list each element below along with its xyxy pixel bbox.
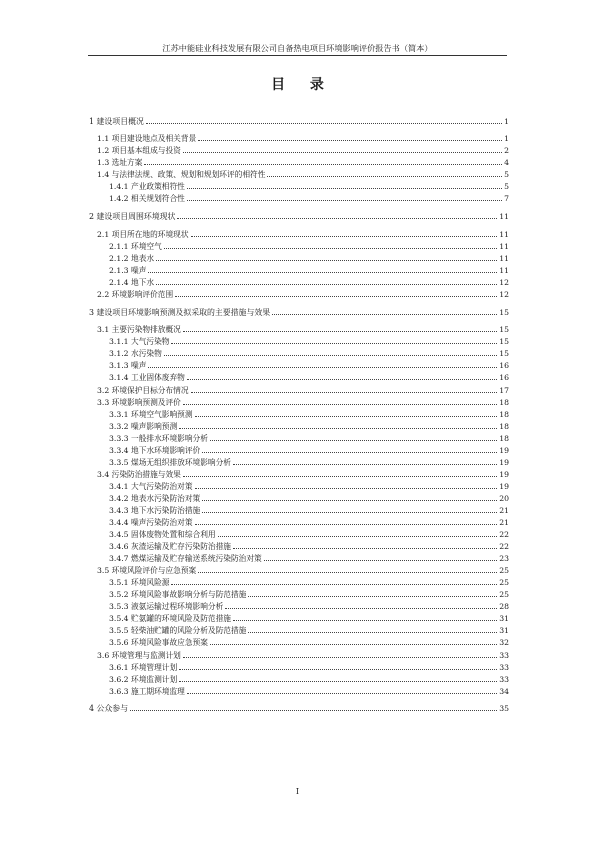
dot-leader — [171, 576, 497, 585]
toc-entry-level-3[interactable] — [89, 444, 509, 456]
toc-entry-page: 15 — [499, 325, 509, 335]
toc-entry-page: 19 — [499, 469, 509, 479]
toc-entry-label: 3.3.4 地下水环境影响评价 — [109, 445, 201, 455]
toc-entry-label: 3.5.3 液氨运输过程环境影响分析 — [109, 602, 224, 612]
toc-entry-page: 25 — [499, 566, 509, 576]
dot-leader — [187, 371, 497, 380]
toc-entry-level-2[interactable] — [89, 168, 509, 180]
toc-entry-level-2[interactable] — [89, 144, 509, 156]
toc-entry-page: 31 — [499, 626, 509, 636]
toc-entry-level-3[interactable] — [89, 661, 509, 673]
toc-entry-page: 31 — [499, 614, 509, 624]
dot-leader — [156, 276, 497, 285]
dot-leader — [187, 685, 497, 694]
toc-entry-level-3[interactable] — [89, 685, 509, 697]
dot-leader — [187, 192, 502, 201]
toc-entry-page: 16 — [499, 373, 509, 383]
toc-entry-level-3[interactable] — [89, 516, 509, 528]
toc-entry-label: 1.4.2 相关规划符合性 — [109, 194, 185, 204]
toc-entry-page: 16 — [499, 361, 509, 371]
toc-entry-level-3[interactable] — [89, 192, 509, 204]
toc-entry-label: 2.1 项目所在地的环境现状 — [97, 229, 189, 239]
toc-entry-label: 3.5 环境风险评价与应急预案 — [97, 566, 197, 576]
toc-entry-label: 3.5.1 环境风险源 — [109, 578, 170, 588]
toc-entry-label: 2.1.4 地下水 — [109, 277, 155, 287]
dot-leader — [183, 649, 497, 658]
dot-leader — [171, 335, 497, 344]
dot-leader — [177, 210, 497, 219]
toc-entry-page: 25 — [499, 578, 509, 588]
dot-leader — [248, 624, 497, 633]
toc-entry-page: 2 — [504, 146, 509, 156]
toc-entry-label: 3.6.2 环境监测计划 — [109, 674, 178, 684]
table-of-contents — [89, 109, 509, 720]
dot-leader — [233, 456, 497, 465]
toc-entry-label: 1.3 选址方案 — [97, 158, 143, 168]
toc-entry-page: 11 — [499, 265, 509, 275]
toc-entry-page: 11 — [499, 241, 509, 251]
toc-entry-label: 4 公众参与 — [89, 704, 129, 714]
toc-entry-level-1[interactable] — [89, 702, 509, 714]
toc-entry-label: 3.6 环境管理与监测计划 — [97, 650, 181, 660]
toc-entry-page: 18 — [499, 397, 509, 407]
toc-entry-page: 15 — [499, 307, 509, 317]
dot-leader — [233, 540, 497, 549]
dot-leader — [148, 359, 497, 368]
toc-entry-level-3[interactable] — [89, 528, 509, 540]
toc-entry-level-3[interactable] — [89, 180, 509, 192]
toc-entry-page: 11 — [499, 212, 509, 222]
toc-entry-label: 3.4.1 大气污染防治对策 — [109, 481, 193, 491]
toc-entry-level-3[interactable] — [89, 252, 509, 264]
toc-entry-label: 3.5.6 环境风险事故应急预案 — [109, 638, 208, 648]
toc-entry-label: 3.5.5 轻柴油贮罐的风险分析及防范措施 — [109, 626, 247, 636]
dot-leader — [164, 347, 497, 356]
toc-entry-level-3[interactable] — [89, 673, 509, 685]
toc-entry-page: 21 — [499, 518, 509, 528]
dot-leader — [195, 480, 498, 489]
toc-entry-page: 22 — [499, 542, 509, 552]
toc-entry-page: 19 — [499, 457, 509, 467]
toc-entry-page: 1 — [504, 134, 509, 144]
toc-entry-label: 3.4.3 地下水污染防治措施 — [109, 505, 201, 515]
dot-leader — [191, 384, 498, 393]
toc-entry-level-3[interactable] — [89, 420, 509, 432]
toc-entry-level-2[interactable] — [89, 323, 509, 335]
toc-entry-page: 11 — [499, 253, 509, 263]
toc-entry-level-3[interactable] — [89, 600, 509, 612]
toc-entry-page: 28 — [499, 602, 509, 612]
dot-leader — [164, 240, 497, 249]
toc-entry-level-1[interactable] — [89, 306, 509, 318]
dot-leader — [179, 661, 497, 670]
toc-entry-page: 11 — [499, 229, 509, 239]
toc-entry-page: 15 — [499, 349, 509, 359]
toc-entry-level-3[interactable] — [89, 540, 509, 552]
toc-entry-level-2[interactable] — [89, 468, 509, 480]
toc-entry-level-3[interactable] — [89, 624, 509, 636]
page-number: I — [295, 787, 300, 796]
toc-entry-label: 3.4.5 固体废物处置和综合利用 — [109, 530, 216, 540]
toc-entry-level-3[interactable] — [89, 359, 509, 371]
toc-entry-level-3[interactable] — [89, 612, 509, 624]
dot-leader — [175, 288, 497, 297]
toc-entry-level-2[interactable] — [89, 396, 509, 408]
toc-entry-page: 33 — [499, 662, 509, 672]
dot-leader — [130, 702, 497, 711]
toc-entry-page: 20 — [499, 493, 509, 503]
toc-entry-page: 19 — [499, 445, 509, 455]
dot-leader — [272, 306, 497, 315]
toc-entry-page: 21 — [499, 505, 509, 515]
dot-leader — [183, 468, 497, 477]
dot-leader — [195, 408, 498, 417]
toc-entry-level-2[interactable] — [89, 384, 509, 396]
toc-entry-label: 3.1.3 噪声 — [109, 361, 147, 371]
dot-leader — [210, 636, 497, 645]
toc-entry-level-1[interactable] — [89, 210, 509, 222]
toc-entry-level-3[interactable] — [89, 276, 509, 288]
dot-leader — [248, 588, 497, 597]
dot-leader — [210, 432, 497, 441]
toc-entry-label: 3.3.3 一般排水环境影响分析 — [109, 433, 208, 443]
toc-entry-label: 1.4 与法律法规、政策、规划和规划环评的相符性 — [97, 170, 266, 180]
toc-entry-page: 7 — [504, 194, 509, 204]
toc-entry-page: 4 — [504, 158, 509, 168]
toc-entry-level-3[interactable] — [89, 492, 509, 504]
dot-leader — [191, 228, 498, 237]
toc-entry-level-2[interactable] — [89, 649, 509, 661]
toc-entry-page: 19 — [499, 481, 509, 491]
dot-leader — [264, 552, 498, 561]
dot-leader — [179, 673, 497, 682]
toc-entry-label: 2.1.2 地表水 — [109, 253, 155, 263]
toc-entry-level-2[interactable] — [89, 228, 509, 240]
toc-entry-page: 22 — [499, 530, 509, 540]
dot-leader — [198, 564, 497, 573]
toc-entry-label: 3.4 污染防治措施与效果 — [97, 469, 181, 479]
toc-entry-level-3[interactable] — [89, 552, 509, 564]
dot-leader — [225, 600, 497, 609]
toc-entry-level-3[interactable] — [89, 371, 509, 383]
toc-entry-label: 1.2 项目基本组成与投资 — [97, 146, 181, 156]
toc-entry-label: 3.2 环境保护目标分布情况 — [97, 385, 189, 395]
dot-leader — [144, 156, 502, 165]
toc-entry-level-2[interactable] — [89, 156, 509, 168]
toc-entry-level-1[interactable] — [89, 115, 509, 127]
toc-entry-label: 3.3.1 环境空气影响预测 — [109, 409, 193, 419]
toc-entry-label: 3.5.2 环境风险事故影响分析与防范措施 — [109, 590, 247, 600]
toc-entry-label: 3.4.4 噪声污染防治对策 — [109, 518, 193, 528]
dot-leader — [202, 492, 497, 501]
dot-leader — [183, 323, 497, 332]
toc-entry-page: 5 — [504, 170, 509, 180]
toc-entry-level-3[interactable] — [89, 408, 509, 420]
toc-entry-level-3[interactable] — [89, 588, 509, 600]
toc-entry-page: 33 — [499, 674, 509, 684]
toc-entry-label: 2.1.3 噪声 — [109, 265, 147, 275]
toc-entry-label: 3.4.7 燃煤运输及贮存输送系统污染防治对策 — [109, 554, 262, 564]
toc-entry-label: 3.4.6 灰渣运输及贮存污染防治措施 — [109, 542, 231, 552]
toc-entry-level-3[interactable] — [89, 480, 509, 492]
toc-entry-label: 2 建设项目周围环境现状 — [89, 212, 176, 222]
toc-entry-page: 33 — [499, 650, 509, 660]
toc-entry-label: 1 建设项目概况 — [89, 116, 144, 126]
toc-entry-label: 3.1.2 水污染物 — [109, 349, 162, 359]
toc-entry-page: 35 — [499, 704, 509, 714]
toc-entry-page: 23 — [499, 554, 509, 564]
toc-entry-page: 17 — [499, 385, 509, 395]
dot-leader — [267, 168, 502, 177]
toc-entry-label: 3.1 主要污染物排放概况 — [97, 325, 181, 335]
toc-entry-level-3[interactable] — [89, 576, 509, 588]
toc-entry-page: 34 — [499, 686, 509, 696]
toc-entry-page: 25 — [499, 590, 509, 600]
toc-entry-level-3[interactable] — [89, 264, 509, 276]
toc-entry-label: 3.4.2 地表水污染防治对策 — [109, 493, 201, 503]
toc-entry-level-2[interactable] — [89, 132, 509, 144]
toc-entry-page: 12 — [499, 277, 509, 287]
toc-entry-label: 3.6.1 环境管理计划 — [109, 662, 178, 672]
dot-leader — [183, 144, 502, 153]
dot-leader — [218, 528, 498, 537]
dot-leader — [156, 252, 497, 261]
dot-leader — [187, 180, 502, 189]
toc-entry-level-3[interactable] — [89, 456, 509, 468]
toc-title: 目 录 — [271, 77, 334, 93]
toc-entry-label: 2.1.1 环境空气 — [109, 241, 162, 251]
toc-entry-level-2[interactable] — [89, 288, 509, 300]
dot-leader — [198, 132, 502, 141]
dot-leader — [146, 115, 502, 124]
toc-entry-level-3[interactable] — [89, 240, 509, 252]
toc-entry-level-3[interactable] — [89, 636, 509, 648]
toc-entry-label: 1.1 项目建设地点及相关背景 — [97, 134, 197, 144]
toc-entry-page: 18 — [499, 433, 509, 443]
toc-entry-page: 12 — [499, 289, 509, 299]
toc-entry-label: 3.3 环境影响预测及评价 — [97, 397, 181, 407]
toc-entry-label: 3.5.4 贮氨罐的环境风险及防范措施 — [109, 614, 231, 624]
toc-entry-level-3[interactable] — [89, 347, 509, 359]
dot-leader — [233, 612, 497, 621]
toc-entry-level-3[interactable] — [89, 432, 509, 444]
toc-entry-page: 18 — [499, 421, 509, 431]
dot-leader — [148, 264, 497, 273]
toc-entry-page: 15 — [499, 337, 509, 347]
toc-entry-label: 3.3.2 噪声影响预测 — [109, 421, 178, 431]
toc-entry-level-3[interactable] — [89, 504, 509, 516]
toc-entry-label: 3 建设项目环境影响预测及拟采取的主要措施与效果 — [89, 307, 271, 317]
toc-entry-label: 2.2 环境影响评价范围 — [97, 289, 174, 299]
dot-leader — [202, 444, 497, 453]
toc-entry-label: 3.1.1 大气污染物 — [109, 337, 170, 347]
toc-entry-level-2[interactable] — [89, 564, 509, 576]
toc-entry-page: 1 — [504, 116, 509, 126]
toc-entry-page: 32 — [499, 638, 509, 648]
toc-entry-level-3[interactable] — [89, 335, 509, 347]
toc-entry-label: 3.3.5 煤场无组织排放环境影响分析 — [109, 457, 231, 467]
toc-entry-label: 1.4.1 产业政策相符性 — [109, 182, 185, 192]
dot-leader — [195, 516, 498, 525]
page-header: 江苏中能硅业科技发展有限公司自备热电项目环境影响评价报告书（简本） — [88, 41, 507, 56]
toc-entry-label: 3.6.3 施工期环境监理 — [109, 686, 185, 696]
dot-leader — [202, 504, 497, 513]
dot-leader — [179, 420, 497, 429]
toc-entry-page: 5 — [504, 182, 509, 192]
dot-leader — [183, 396, 497, 405]
toc-entry-label: 3.1.4 工业固体废弃物 — [109, 373, 185, 383]
toc-entry-page: 18 — [499, 409, 509, 419]
